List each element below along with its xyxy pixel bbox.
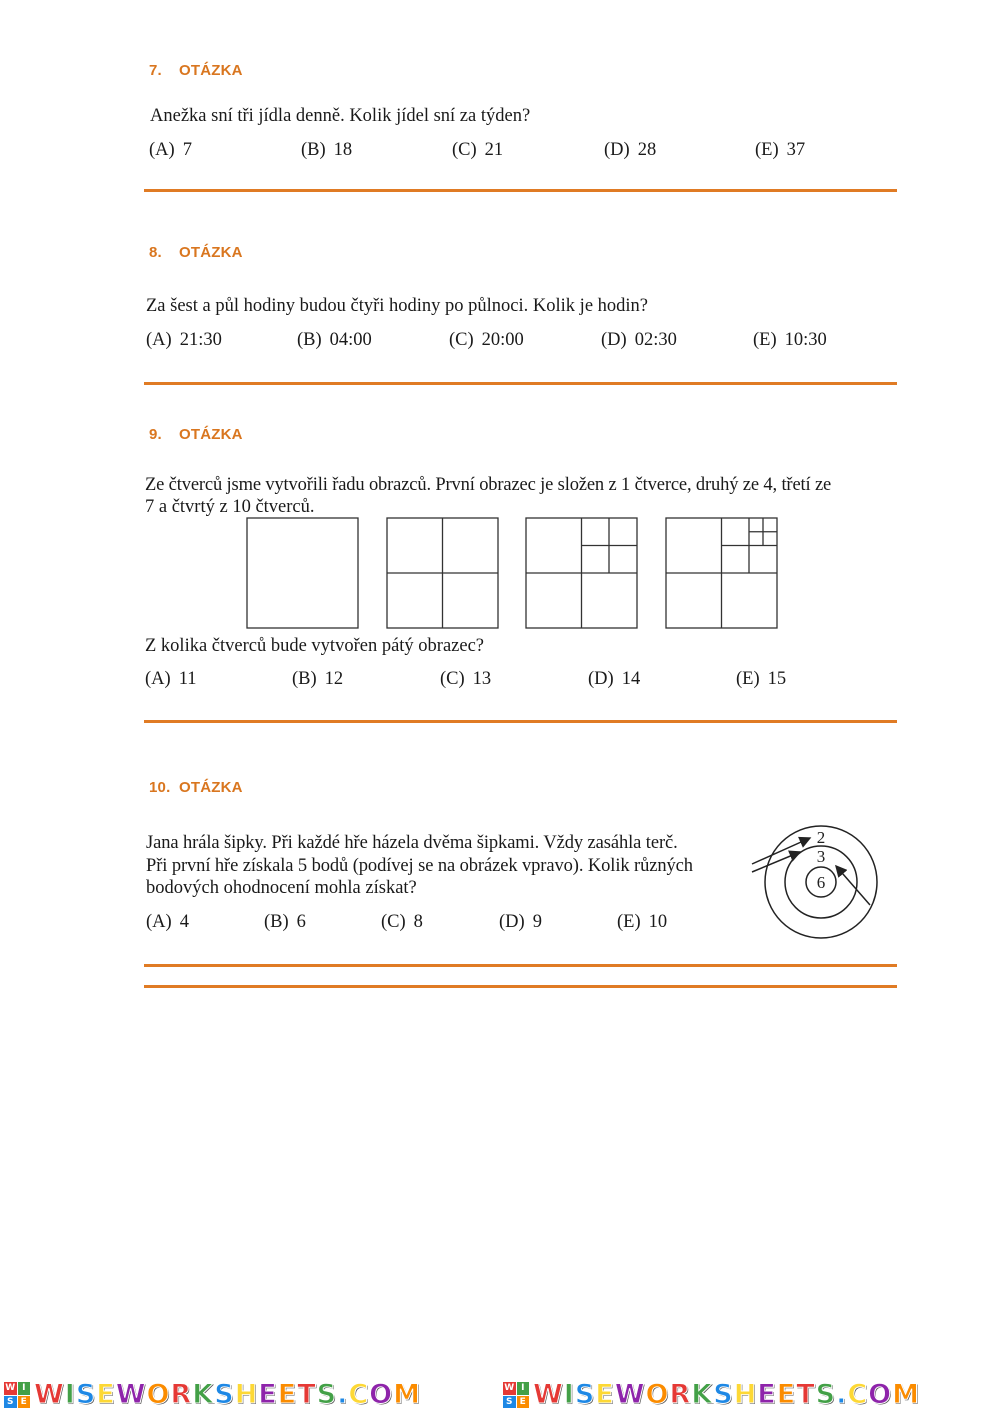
question-9-text-line-1: Ze čtverců jsme vytvořili řadu obrazců. První obrazec je složen z 1 čtverce, druhý ze 4, třetí ze [145,475,832,495]
option-d[interactable]: (D) 28 [604,140,657,160]
brand-letter: E [595,1379,615,1410]
question-7-text: Anežka sní tři jídla denně. Kolik jídel sní za týden? [150,106,531,126]
brand-letter: W [533,1379,564,1410]
option-e[interactable]: (E) 10 [617,912,668,932]
brand-letter: E [757,1379,777,1410]
option-b[interactable]: (B) 18 [301,140,353,160]
divider [144,985,897,988]
brand-letter: S [713,1379,734,1410]
brand-letter: S [574,1379,596,1410]
option-a[interactable]: (A) 21:30 [146,330,222,350]
question-7-heading: 7. OTÁZKA [149,62,243,79]
brand-letter: R [669,1379,692,1410]
option-c[interactable]: (C) 20:00 [449,330,524,350]
option-e[interactable]: (E) 37 [755,140,806,160]
brand-letter: O [146,1379,171,1410]
brand-letter: . [337,1379,349,1410]
brand-letter: S [815,1379,837,1410]
brand-letter: E [96,1379,116,1410]
question-8-text: Za šest a půl hodiny budou čtyři hodiny po půlnoci. Kolik je hodin? [146,296,649,316]
brand-letter: E [776,1379,797,1410]
question-9-question: Z kolika čtverců bude vytvořen pátý obrazec? [145,636,485,656]
option-b[interactable]: (B) 12 [292,669,344,689]
brand-letter: O [645,1379,670,1410]
option-d[interactable]: (D) 14 [588,669,641,689]
brand-letter: S [316,1379,338,1410]
target-label-3: 3 [816,847,826,866]
brand-letter: E [277,1379,298,1410]
divider [144,964,897,967]
option-c[interactable]: (C) 21 [452,140,504,160]
dart-arrow-2 [752,852,800,872]
brand-letter: I [563,1379,575,1410]
logo-icon: W I S E [4,1382,30,1408]
option-a[interactable]: (A) 7 [149,140,192,160]
brand-letter: C [847,1379,869,1410]
brand-letter: T [796,1379,816,1410]
brand-text [533,1378,920,1412]
brand-letter: I [64,1379,76,1410]
brand-letter: O [868,1379,893,1410]
target-label-2: 2 [816,828,826,847]
option-c[interactable]: (C) 8 [381,912,423,932]
option-d[interactable]: (D) 02:30 [601,330,677,350]
question-10-text-line-1: Jana hrála šipky. Při každé hře házela dvěma šipkami. Vždy zasáhla terč. [146,833,678,853]
option-a[interactable]: (A) 4 [146,912,189,932]
option-a[interactable]: (A) 11 [145,669,197,689]
option-b[interactable]: (B) 6 [264,912,306,932]
brand-letter: K [691,1379,714,1410]
question-8-heading: 8. OTÁZKA [149,244,243,261]
footer-watermark [0,1376,1000,1413]
question-10-text-line-3: bodových ohodnocení mohla získat? [146,878,417,898]
brand-letter: M [892,1379,920,1410]
option-c[interactable]: (C) 13 [440,669,492,689]
brand-letter: E [258,1379,278,1410]
option-b[interactable]: (B) 04:00 [297,330,372,350]
brand-letter: H [234,1379,259,1410]
option-d[interactable]: (D) 9 [499,912,542,932]
brand-letter: O [369,1379,394,1410]
question-10-text-line-2: Při první hře získala 5 bodů (podívej se na obrázek vpravo). Kolik různých [146,856,693,876]
option-e[interactable]: (E) 10:30 [753,330,827,350]
brand-letter: T [297,1379,317,1410]
brand-letter: M [393,1379,421,1410]
question-10-heading: 10. OTÁZKA [149,779,243,796]
brand-letter: H [733,1379,758,1410]
brand-letter: C [348,1379,370,1410]
brand-letter: S [214,1379,235,1410]
brand-letter: W [115,1379,147,1410]
brand-letter: . [836,1379,848,1410]
brand-letter: R [170,1379,193,1410]
question-9-text-line-2: 7 a čtvrtý z 10 čtverců. [145,497,315,517]
brand-text [34,1378,421,1412]
target-label-6: 6 [816,873,826,892]
brand-letter: S [75,1379,97,1410]
option-e[interactable]: (E) 15 [736,669,787,689]
logo-icon: W I S E [503,1382,529,1408]
question-9-heading: 9. OTÁZKA [149,426,243,443]
brand-logo [4,1378,421,1412]
brand-letter: W [614,1379,646,1410]
brand-letter: K [192,1379,215,1410]
brand-letter: W [34,1379,65,1410]
brand-logo [503,1378,920,1412]
